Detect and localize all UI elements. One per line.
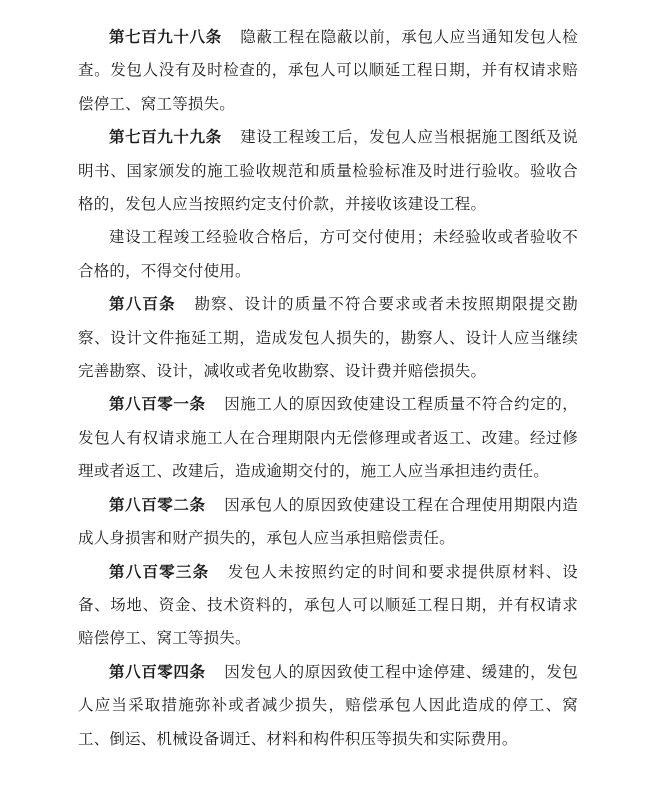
article-801-paragraph bbox=[78, 388, 578, 488]
article-800-text: 勘察、设计的质量不符合要求或者未按照期限提交勘察、设计文件拖延工期，造成发包人损失的，勘察人、设计人应当继续完善勘察、设计，减收或者免收勘察、设计费并赔偿损失。 bbox=[78, 296, 578, 381]
article-803-number: 第八百零三条 bbox=[109, 563, 210, 581]
article-802-number: 第八百零二条 bbox=[109, 496, 206, 514]
article-801-text: 因施工人的原因致使建设工程质量不符合约定的，发包人有权请求施工人在合理期限内无偿修理或者返工、改建。经过修理或者返工、改建后，造成逾期交付的，施工人应当承担违约责任。 bbox=[78, 396, 579, 481]
article-798-text: 隐蔽工程在隐蔽以前，承包人应当通知发包人检查。发包人没有及时检查的，承包人可以顺延工程日期，并有权请求赔偿停工、窝工等损失。 bbox=[78, 29, 578, 113]
article-802-text: 因承包人的原因致使建设工程在合理使用期限内造成人身损害和财产损失的，承包人应当承担赔偿责任。 bbox=[78, 496, 579, 548]
article-800-paragraph bbox=[78, 288, 578, 388]
article-799-continuation-text: 建设工程竣工经验收合格后，方可交付使用；未经验收或者验收不合格的，不得交付使用。 bbox=[78, 229, 578, 280]
article-799-paragraph bbox=[78, 121, 578, 221]
article-803-paragraph bbox=[78, 556, 578, 656]
article-803-text: 发包人未按照约定的时间和要求提供原材料、设备、场地、资金、技术资料的，承包人可以顺延工程日期，并有权请求赔偿停工、窝工等损失。 bbox=[78, 563, 579, 648]
article-804-text: 因发包人的原因致使工程中途停建、缓建的，发包人应当采取措施弥补或者减少损失，赔偿承包人因此造成的停工、窝工、倒运、机械设备调迁、材料和构件积压等损失和实际费用。 bbox=[78, 663, 579, 748]
article-800-number: 第八百条 bbox=[109, 296, 176, 314]
document-text-block bbox=[78, 21, 578, 756]
article-804-number: 第八百零四条 bbox=[109, 663, 206, 681]
article-799-text: 建设工程竣工后，发包人应当根据施工图纸及说明书、国家颁发的施工验收规范和质量检验标准及时进行验收。验收合格的，发包人应当按照约定支付价款，并接收该建设工程。 bbox=[78, 129, 578, 214]
article-798-paragraph bbox=[78, 21, 578, 121]
article-799-number: 第七百九十九条 bbox=[109, 129, 222, 147]
article-801-number: 第八百零一条 bbox=[109, 396, 206, 414]
article-804-paragraph bbox=[78, 656, 578, 756]
article-798-number: 第七百九十八条 bbox=[109, 29, 222, 46]
article-799-continuation-paragraph bbox=[78, 221, 578, 288]
article-802-paragraph bbox=[78, 489, 578, 556]
